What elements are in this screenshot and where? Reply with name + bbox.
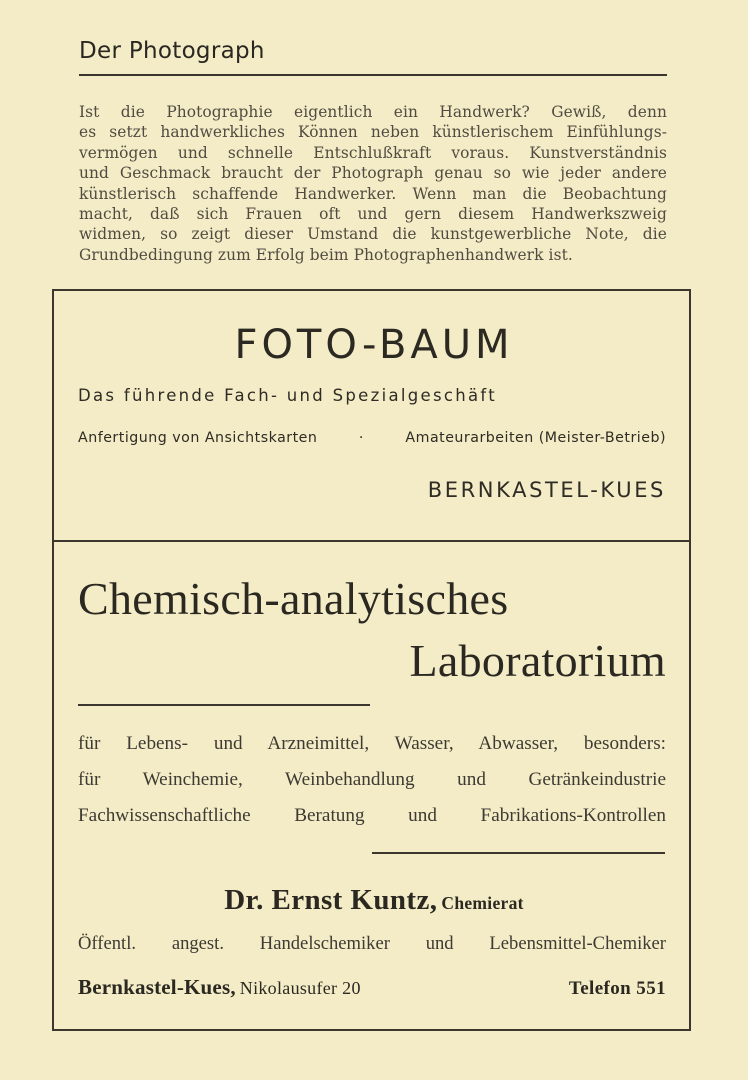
lab-title-line: Chemisch-analytisches bbox=[78, 573, 509, 624]
address-city: Bernkastel-Kues, bbox=[78, 975, 236, 999]
intro-line: macht, daß sich Frauen oft und gern diesem Handwerkszweig bbox=[79, 205, 667, 224]
intro-line: widmen, so zeigt dieser Umstand die kunstgewerbliche Note, die bbox=[79, 225, 667, 244]
chemist-title: Chemierat bbox=[441, 893, 524, 913]
ad-frame-right bbox=[689, 289, 691, 1030]
address bbox=[78, 975, 361, 1000]
address-street: Nikolausufer 20 bbox=[239, 978, 361, 998]
lab-description-line: für Lebens- und Arzneimittel, Wasser, Abwasser, besonders: bbox=[78, 733, 666, 754]
foto-baum-service: Amateurarbeiten (Meister-Betrieb) bbox=[405, 430, 666, 446]
lab-description-line: für Weinchemie, Weinbehandlung und Getränkeindustrie bbox=[78, 769, 666, 790]
foto-baum-services bbox=[78, 430, 666, 446]
intro-line: Grundbedingung zum Erfolg beim Photographenhandwerk ist. bbox=[79, 245, 573, 264]
chemist-name: Dr. Ernst Kuntz, bbox=[224, 884, 438, 916]
foto-baum-separator: · bbox=[358, 430, 364, 446]
intro-line: es setzt handwerkliches Können neben künstlerischem Einfühlungs- bbox=[79, 123, 667, 142]
ad-frame-bottom bbox=[52, 1029, 691, 1031]
chemist-qualifications: Öffentl. angest. Handelschemiker und Lebensmittel-Chemiker bbox=[78, 933, 666, 954]
ad-frame-left bbox=[52, 289, 54, 1030]
chemist-heading bbox=[0, 884, 748, 917]
title-rule bbox=[79, 74, 667, 76]
ad-frame-top bbox=[52, 289, 689, 291]
lab-rule bbox=[78, 704, 370, 706]
lab-description-line: Fachwissenschaftliche Beratung und Fabrikations-Kontrollen bbox=[78, 805, 666, 826]
ad-divider bbox=[52, 540, 689, 542]
lab-rule bbox=[372, 852, 665, 854]
foto-baum-city: BERNKASTEL-KUES bbox=[427, 478, 666, 502]
foto-baum-service: Anfertigung von Ansichtskarten bbox=[78, 430, 318, 446]
intro-paragraph bbox=[79, 102, 667, 265]
intro-line: künstlerisch schaffende Handwerker. Wenn man die Beobachtung bbox=[79, 184, 667, 203]
intro-line: Ist die Photographie eigentlich ein Handwerk? Gewiß, denn bbox=[79, 103, 667, 121]
section-title: Der Photograph bbox=[79, 38, 265, 64]
intro-line: und Geschmack braucht der Photograph genau so wie jeder andere bbox=[79, 164, 667, 183]
foto-baum-tagline: Das führende Fach- und Spezialgeschäft bbox=[78, 386, 498, 405]
address-row bbox=[78, 975, 666, 1000]
intro-line: vermögen und schnelle Entschlußkraft voraus. Kunstverständnis bbox=[79, 143, 667, 162]
foto-baum-name: FOTO-BAUM bbox=[234, 322, 514, 368]
lab-title-line: Laboratorium bbox=[409, 635, 666, 686]
phone-number: Telefon 551 bbox=[568, 978, 666, 999]
